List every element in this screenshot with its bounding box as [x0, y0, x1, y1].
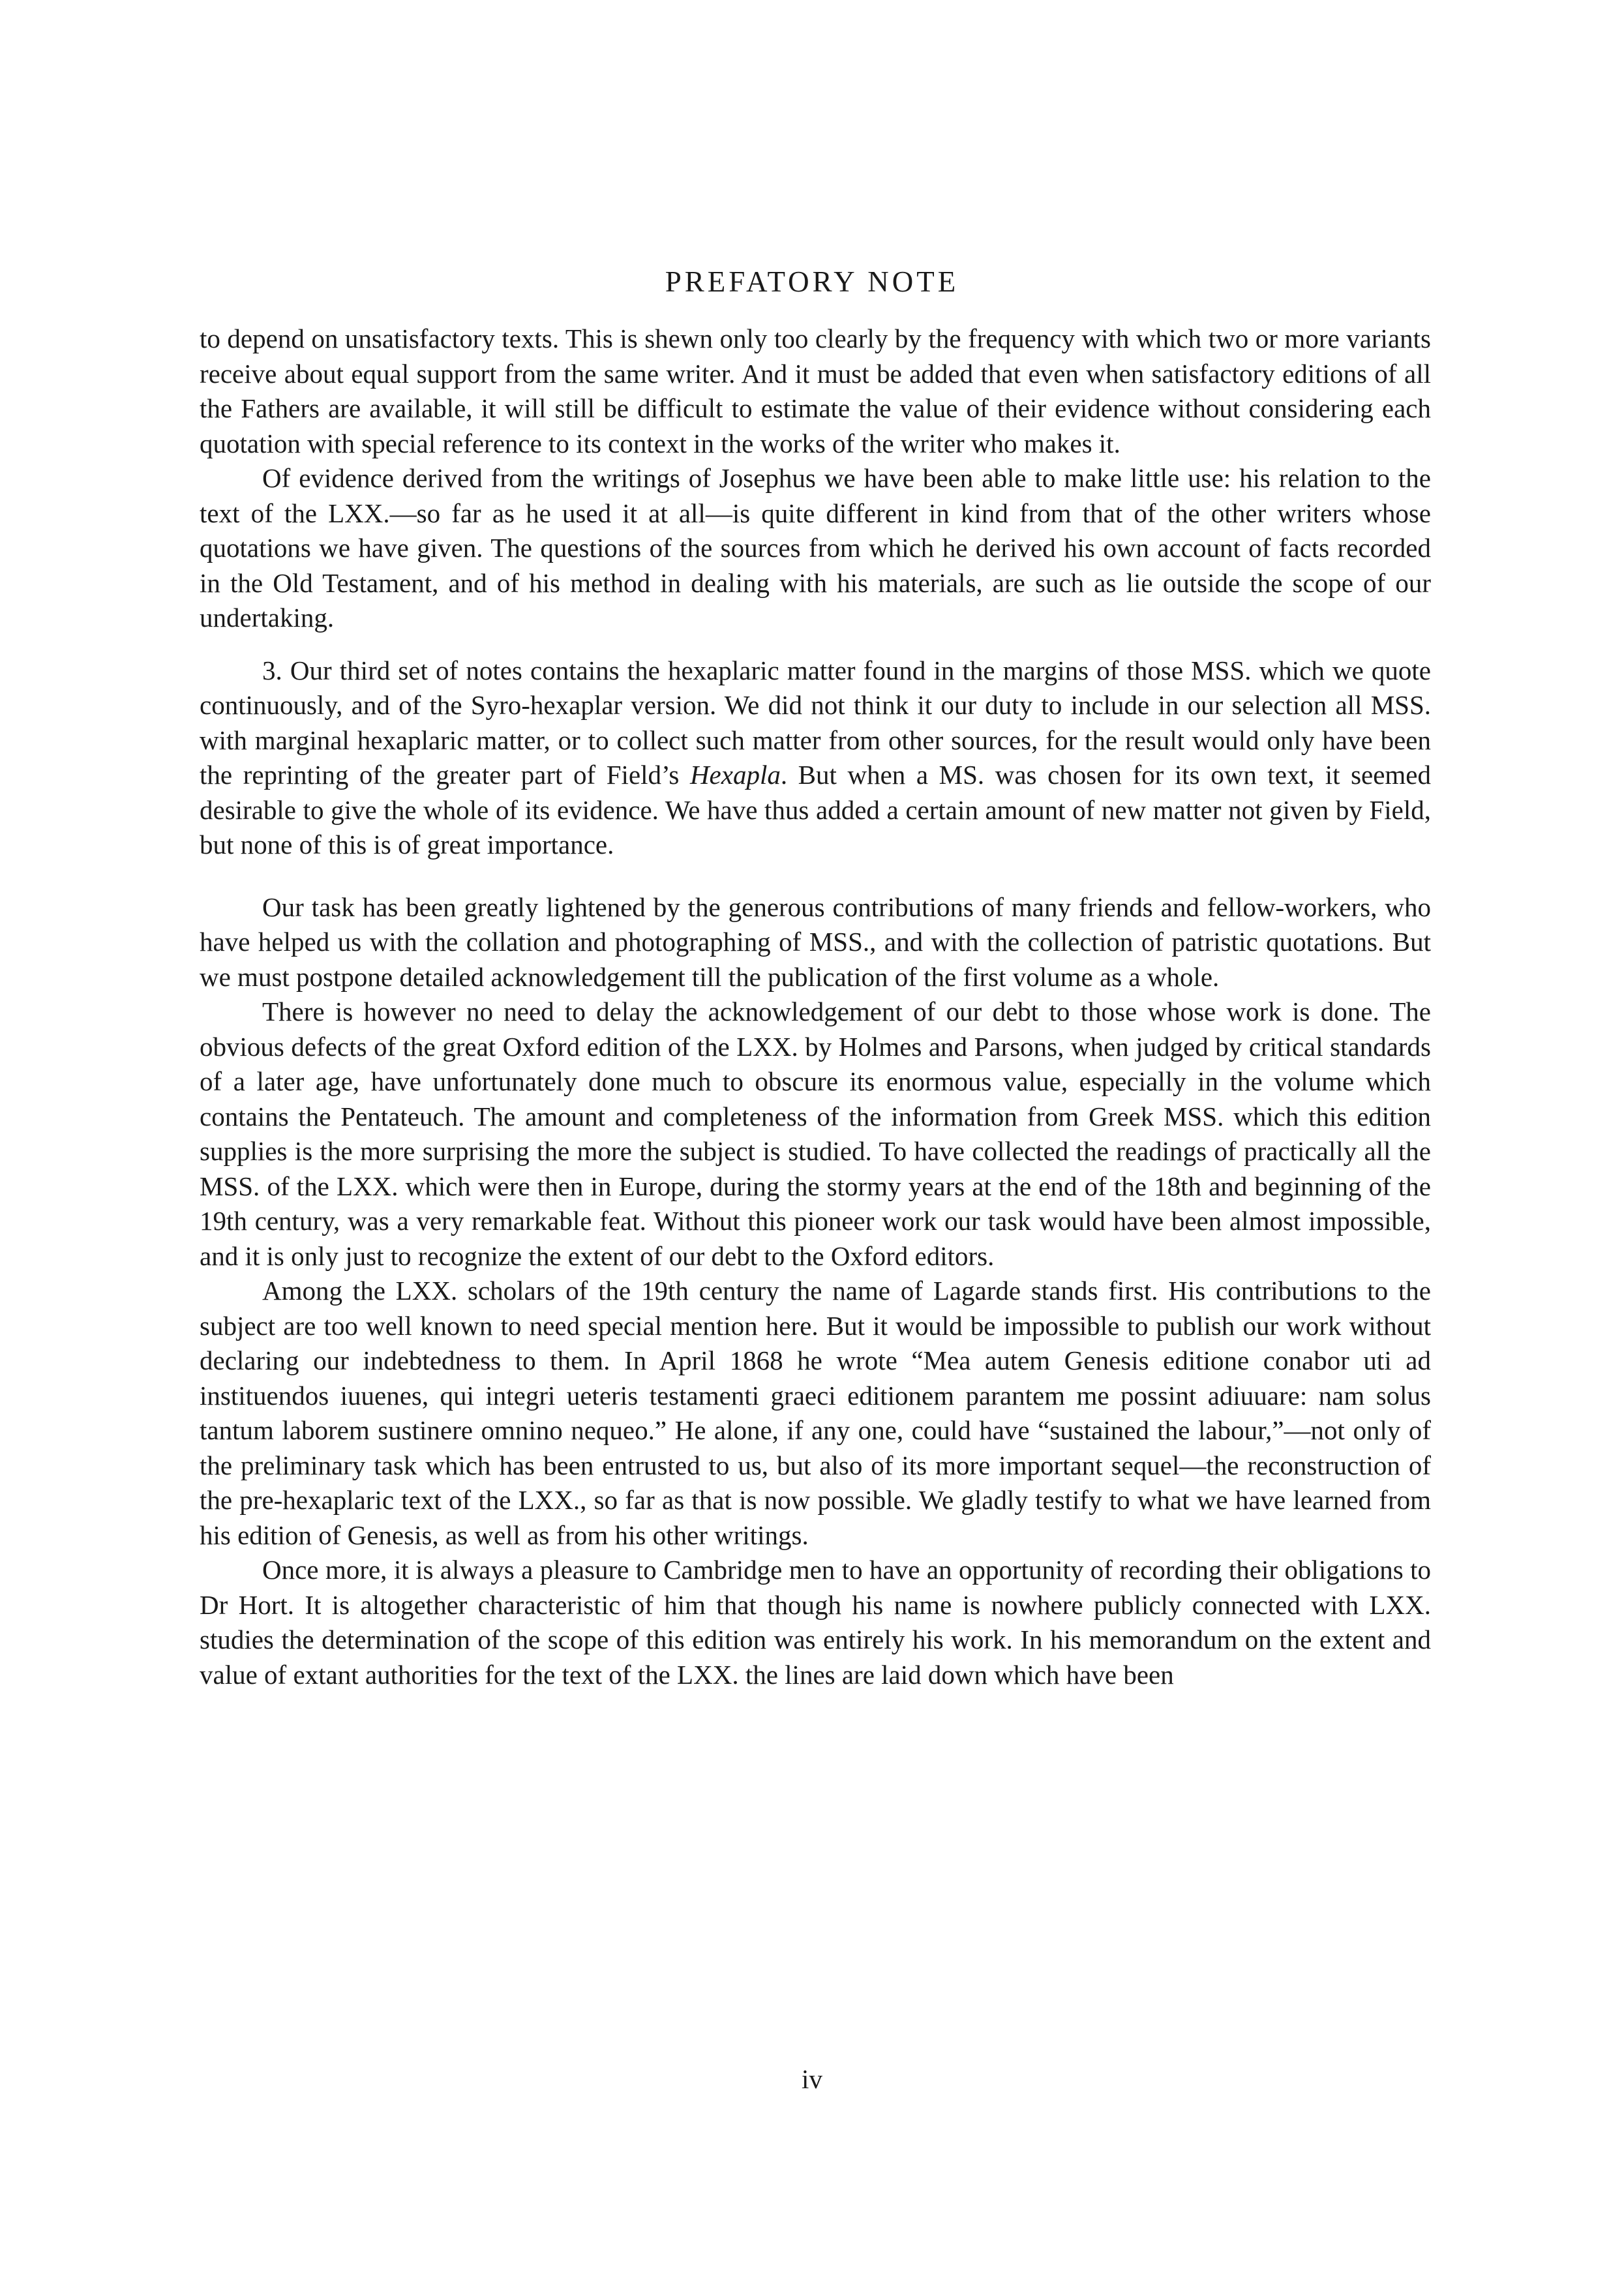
body-text: [200, 322, 1431, 1692]
paragraph-josephus: Of evidence derived from the writings of Josephus we have been able to make little use: his relation to the text of the LXX.—so far as he used it at all—is quite different in kind from that of the other writers whose quotations we have given. The questions of the sources from which he derived his own account of facts recorded in the Old Testament, and of his method in dealing with his materials, are such as lie outside the scope of our undertaking.: [200, 463, 1431, 633]
paragraph-continued: to depend on unsatisfactory texts. This is shewn only too clearly by the frequency with which two or more variants receive about equal support from the same writer. And it must be added that even when satisfactory editions of all the Fathers are available, it will still be difficult to estimate the value of their evidence without considering each quotation with special reference to its context in the works of the writer who makes it.: [200, 323, 1431, 458]
paragraph-hort: Once more, it is always a pleasure to Cambridge men to have an opportunity of recording their obligations to Dr Hort. It is altogether characteristic of him that though his name is nowhere publicly connected with LXX. studies the determination of the scope of this edition was entirely his work. In his memorandum on the extent and value of extant authorities for the text of the LXX. the lines are laid down which have been: [200, 1555, 1431, 1690]
paragraph-hexaplaric-text-after: . But when a MS. was chosen for its own text, it seemed desirable to give the whole of its evidence. We have thus added a certain amount of new matter not given by Field, but none of this is of great importance.: [200, 760, 1432, 860]
running-head: PREFATORY NOTE: [665, 265, 959, 298]
paragraph-acknowledgements: Our task has been greatly lightened by the generous contributions of many friends and fellow-workers, who have helped us with the collation and photographing of MSS., and with the collection of patristic quotations. But we must postpone detailed acknowledgement till the publication of the first volume as a whole.: [200, 891, 1431, 992]
page-number: iv: [802, 2064, 822, 2094]
hexapla-title: Hexapla: [689, 760, 781, 790]
paragraph-hexaplaric: [200, 653, 1431, 863]
paragraph-lagarde: Among the LXX. scholars of the 19th century the name of Lagarde stands first. His contributions to the subject are too well known to need special mention here. But it would be impossible to publish our work without declaring our indebtedness to them. In April 1868 he wrote “Mea autem Genesis editione conabor uti ad instituendos iuuenes, qui integri ueteris testamenti graeci editionem parantem me possint adiuuare: nam solus tantum laborem sustinere omnino nequeo.” He alone, if any one, could have “sustained the labour,”—not only of the preliminary task which has been entrusted to us, but also of its more important sequel—the reconstruction of the pre-hexaplaric text of the LXX., so far as that is now possible. We gladly testify to what we have learned from his edition of Genesis, as well as from his other writings.: [200, 1276, 1431, 1550]
paragraph-hexaplaric-text-before: 3. Our third set of notes contains the hexaplaric matter found in the margins of those MSS. which we quote continuously, and of the Syro-hexaplar version. We did not think it our duty to include in our selection all MSS. with marginal hexaplaric matter, or to collect such matter from other sources, for the result would only have been the reprinting of the greater part of Field’s: [200, 655, 1431, 790]
paragraph-oxford-edition: There is however no need to delay the acknowledgement of our debt to those whose work is done. The obvious defects of the great Oxford edition of the LXX. by Holmes and Parsons, when judged by critical standards of a later age, have unfortunately done much to obscure its enormous value, especially in the volume which contains the Pentateuch. The amount and completeness of the information from Greek MSS. which this edition supplies is the more surprising the more the subject is studied. To have collected the readings of practically all the MSS. of the LXX. which were then in Europe, during the stormy years at the end of the 18th and beginning of the 19th century, was a very remarkable feat. Without this pioneer work our task would have been almost impossible, and it is only just to recognize the extent of our debt to the Oxford editors.: [200, 996, 1431, 1271]
